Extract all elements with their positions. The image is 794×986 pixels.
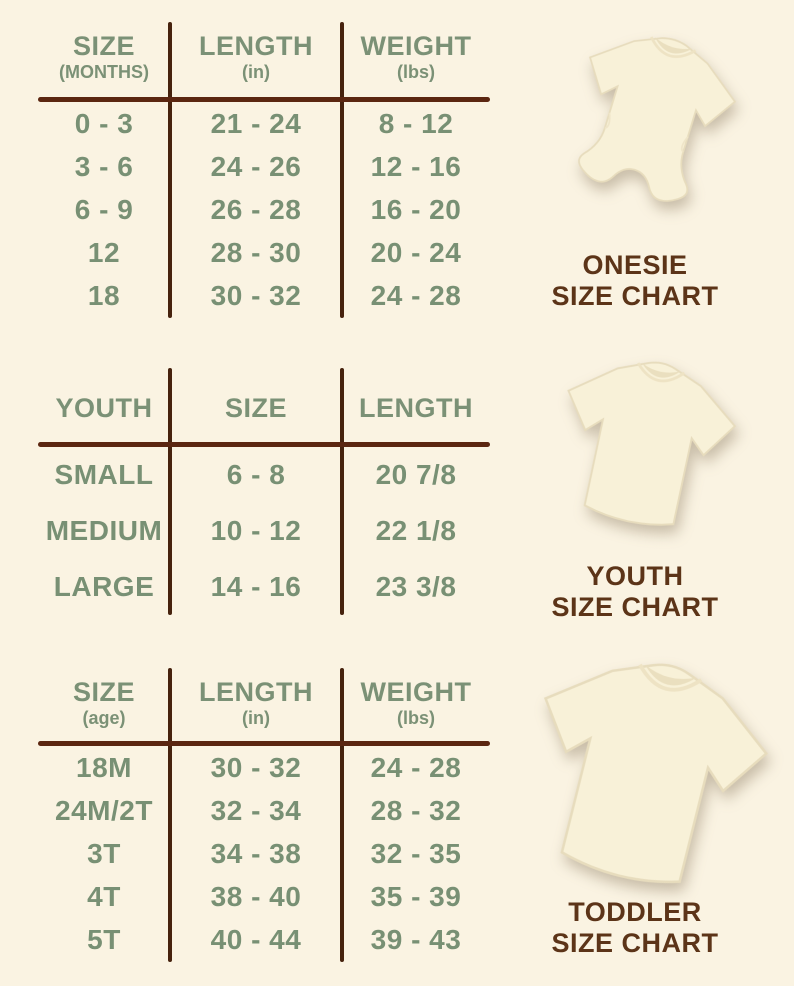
table-cell: 23 3/8 — [375, 571, 457, 602]
table-cell: 18 — [87, 280, 121, 312]
caption-line2: SIZE CHART — [551, 281, 719, 311]
onesie-size-table — [38, 22, 490, 318]
table-header-rule — [38, 97, 490, 102]
table-divider-line — [168, 668, 172, 962]
table-cell: 30 - 32 — [210, 751, 302, 783]
column-header-unit: (in) — [242, 62, 270, 82]
table-cell: 39 - 43 — [370, 924, 462, 956]
table-cell: 34 - 38 — [210, 837, 302, 869]
onesie-photo — [521, 2, 771, 265]
table-cell: 28 - 30 — [210, 237, 302, 269]
table-cell: 14 - 16 — [210, 571, 302, 602]
caption-line1: YOUTH — [586, 561, 684, 591]
table-cell: 26 - 28 — [210, 193, 302, 225]
column-header-unit: (in) — [242, 708, 270, 728]
table-divider-line — [340, 22, 344, 318]
table-divider-line — [168, 368, 172, 615]
column-header-label: LENGTH — [359, 392, 473, 423]
table-cell: 3T — [87, 837, 121, 869]
column-header-unit: (lbs) — [397, 708, 435, 728]
table-cell: 16 - 20 — [370, 193, 462, 225]
column-header-label: WEIGHT — [360, 677, 472, 707]
table-cell: 32 - 34 — [210, 794, 302, 826]
table-cell: LARGE — [53, 571, 155, 602]
column-header-unit: (MONTHS) — [59, 62, 149, 82]
table-divider-line — [168, 22, 172, 318]
table-cell: 24 - 26 — [210, 150, 302, 182]
table-header-row — [38, 22, 490, 102]
column-header — [38, 22, 170, 102]
caption-line1: ONESIE — [582, 250, 688, 280]
column-header — [342, 368, 490, 447]
table-cell: 5T — [87, 924, 121, 956]
table-cell: 24M/2T — [55, 794, 153, 826]
table-cell: 28 - 32 — [370, 794, 462, 826]
table-cell: 3 - 6 — [74, 150, 134, 182]
table-cell: 38 - 40 — [210, 881, 302, 913]
column-header-unit: (lbs) — [397, 62, 435, 82]
table-cell: 6 - 8 — [226, 459, 286, 490]
caption-line1: TODDLER — [568, 897, 702, 927]
caption-line2: SIZE CHART — [551, 928, 719, 958]
table-cell: 12 — [87, 237, 121, 269]
column-header — [342, 668, 490, 746]
table-cell: 10 - 12 — [210, 515, 302, 546]
table-header-rule — [38, 442, 490, 447]
table-cell: SMALL — [54, 459, 154, 490]
table-cell: 30 - 32 — [210, 280, 302, 312]
column-header — [38, 668, 170, 746]
table-cell: 8 - 12 — [378, 107, 454, 139]
table-cell: 12 - 16 — [370, 150, 462, 182]
table-body — [38, 447, 490, 615]
table-cell: 22 1/8 — [375, 515, 457, 546]
table-body — [38, 746, 490, 962]
column-header-label: LENGTH — [199, 677, 313, 707]
column-header-label: SIZE — [224, 392, 287, 423]
table-cell: 40 - 44 — [210, 924, 302, 956]
table-cell: 0 - 3 — [74, 107, 134, 139]
table-body — [38, 102, 490, 318]
youth-caption — [510, 561, 760, 623]
table-cell: 20 7/8 — [375, 459, 457, 490]
onesie-caption — [510, 250, 760, 312]
column-header-unit: (age) — [82, 708, 126, 728]
table-cell: MEDIUM — [45, 515, 163, 546]
column-header — [342, 22, 490, 102]
toddler-size-table — [38, 668, 490, 962]
table-cell: 21 - 24 — [210, 107, 302, 139]
table-header-rule — [38, 741, 490, 746]
table-cell: 24 - 28 — [370, 280, 462, 312]
table-cell: 35 - 39 — [370, 881, 462, 913]
column-header-label: YOUTH — [55, 392, 153, 423]
column-header — [170, 22, 342, 102]
column-header — [170, 368, 342, 447]
column-header — [38, 368, 170, 447]
table-header-row — [38, 368, 490, 447]
youth-tshirt-photo — [522, 332, 766, 565]
column-header-label: SIZE — [72, 31, 135, 61]
table-cell: 20 - 24 — [370, 237, 462, 269]
table-divider-line — [340, 368, 344, 615]
table-divider-line — [340, 668, 344, 962]
table-cell: 6 - 9 — [74, 193, 134, 225]
toddler-caption — [510, 897, 760, 959]
youth-size-table — [38, 368, 490, 615]
column-header-label: SIZE — [72, 677, 135, 707]
column-header — [170, 668, 342, 746]
table-cell: 32 - 35 — [370, 837, 462, 869]
table-cell: 24 - 28 — [370, 751, 462, 783]
toddler-tshirt-photo — [478, 620, 794, 938]
column-header-label: WEIGHT — [360, 31, 472, 61]
table-header-row — [38, 668, 490, 746]
column-header-label: LENGTH — [199, 31, 313, 61]
caption-line2: SIZE CHART — [551, 592, 719, 622]
table-cell: 4T — [87, 881, 121, 913]
table-cell: 18M — [76, 751, 132, 783]
